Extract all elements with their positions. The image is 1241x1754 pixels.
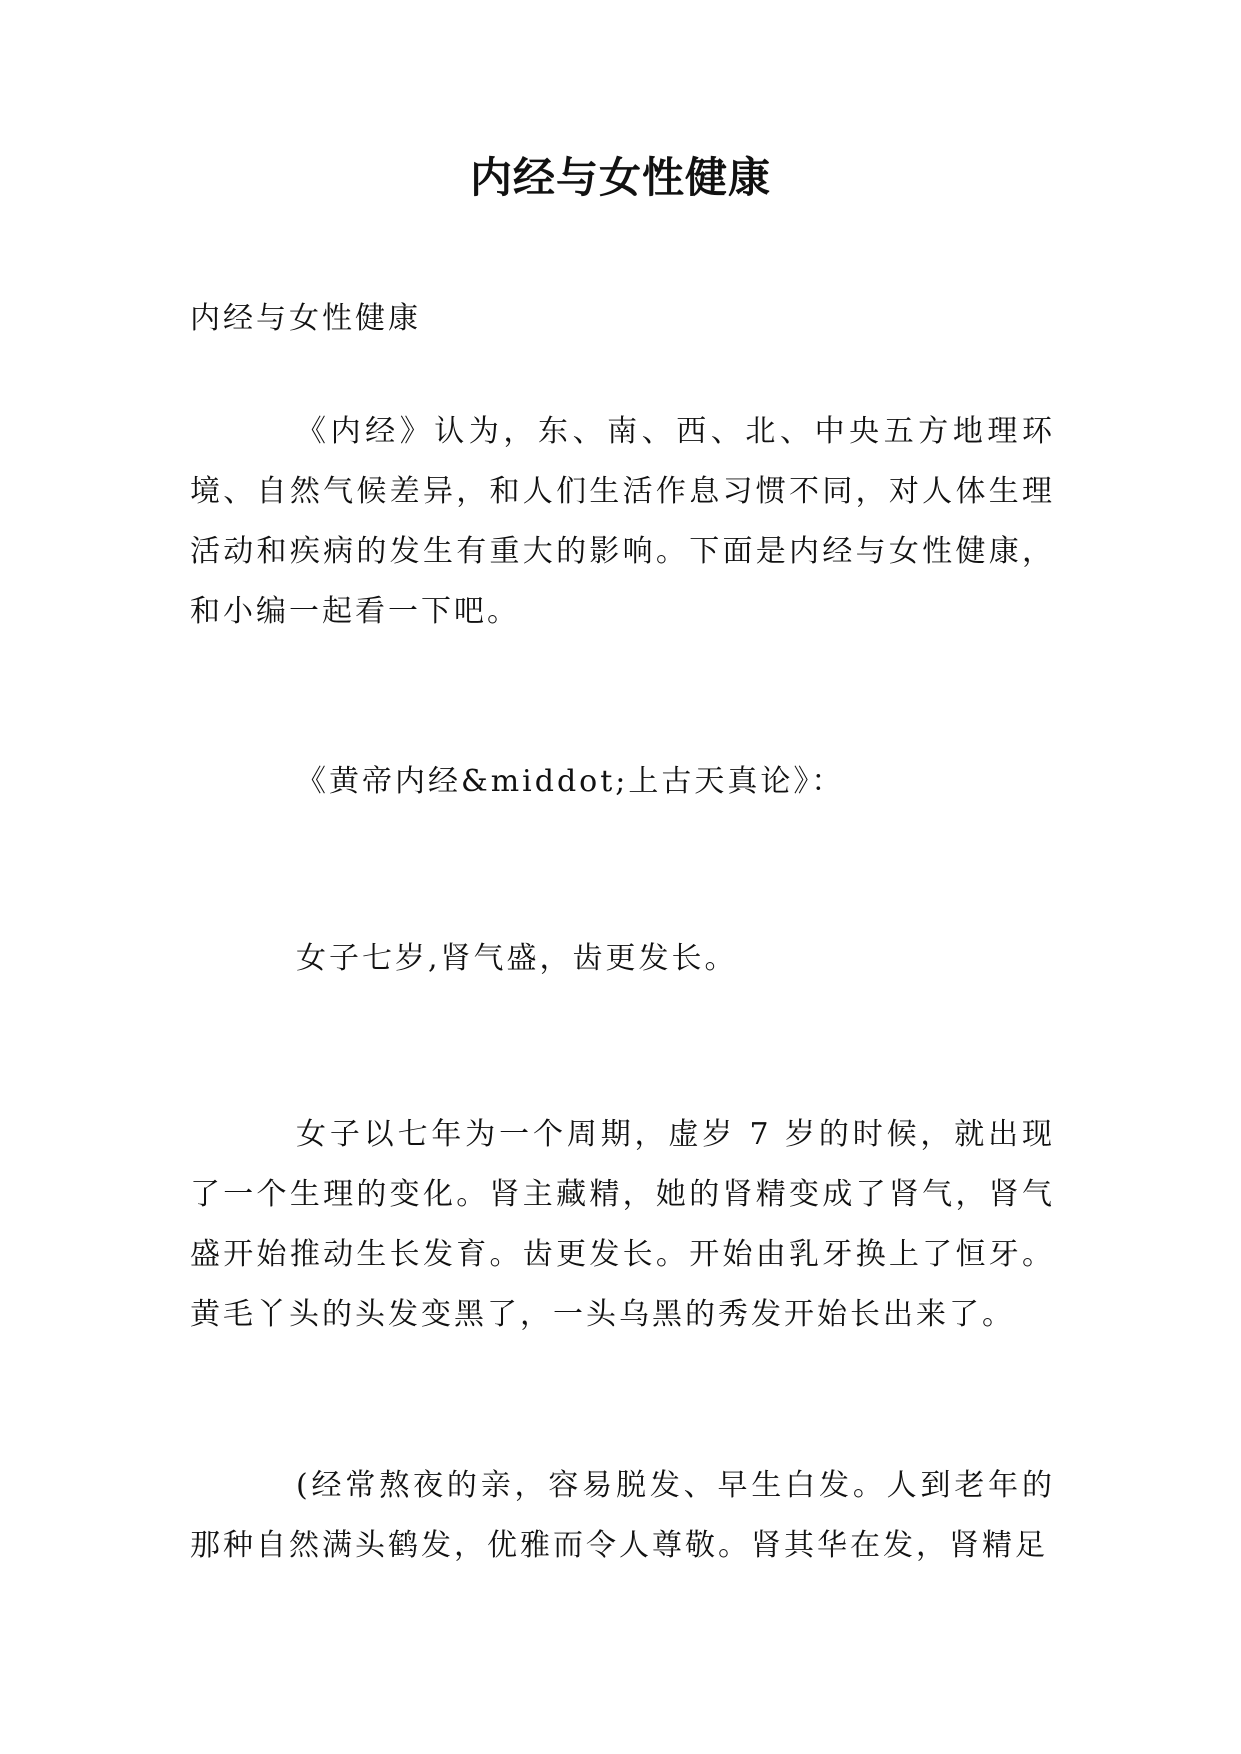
note-paragraph: (经常熬夜的亲，容易脱发、早生白发。人到老年的那种自然满头鹤发，优雅而令人尊敬。肾其华在发，肾精足	[190, 1468, 1055, 1563]
quote-paragraph: 女子七岁,肾气盛，齿更发长。	[296, 941, 738, 976]
intro-paragraph: 《内经》认为，东、南、西、北、中央五方地理环境、自然气候差异，和人们生活作息习惯不同，对人体生理活动和疾病的发生有重大的影响。下面是内经与女性健康，和小编一起看一下吧。	[190, 414, 1055, 629]
document-subtitle: 内经与女性健康	[190, 301, 421, 336]
quote-source-title: 《黄帝内经&middot;上古天真论》：	[296, 764, 845, 799]
explanation-paragraph: 女子以七年为一个周期，虚岁 7 岁的时候，就出现了一个生理的变化。肾主藏精，她的肾精变成了肾气，肾气盛开始推动生长发育。齿更发长。开始由乳牙换上了恒牙。黄毛丫头的头发变黑了，一头乌黑的秀发开始长出来了。	[190, 1117, 1055, 1332]
document-title: 内经与女性健康	[469, 153, 771, 202]
